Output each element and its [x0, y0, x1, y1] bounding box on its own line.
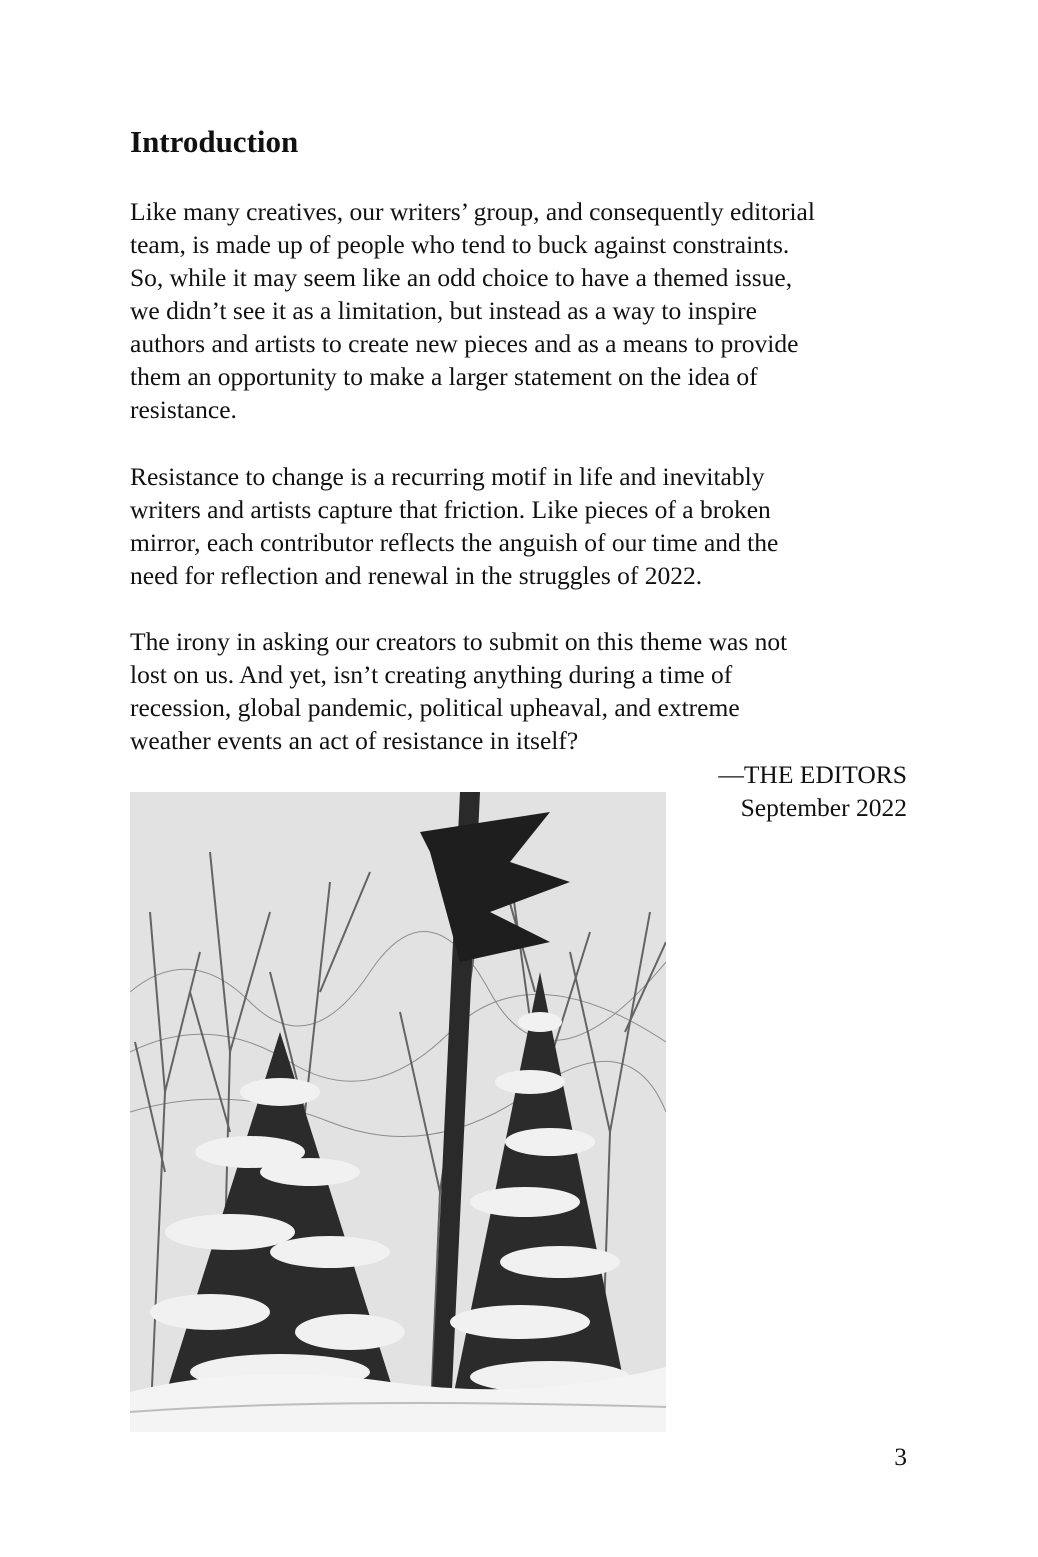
- paragraph-line: them an opportunity to make a larger statement on the idea of: [130, 362, 758, 391]
- paragraph-line: recession, global pandemic, political upheaval, and extreme: [130, 693, 740, 722]
- paragraph-line: weather events an act of resistance in itself?: [130, 726, 579, 755]
- paragraph-line: Resistance to change is a recurring motif in life and inevitably: [130, 462, 765, 491]
- paragraph-line: need for reflection and renewal in the struggles of 2022.: [130, 561, 703, 590]
- signature-author: —THE EDITORS: [718, 760, 907, 789]
- paragraph-line: authors and artists to create new pieces and as a means to provide: [130, 329, 799, 358]
- paragraph-line: we didn’t see it as a limitation, but instead as a way to inspire: [130, 296, 757, 325]
- snowy-trees-photo: [130, 792, 666, 1432]
- paragraph-2: [130, 460, 930, 592]
- signature-block: [718, 758, 907, 824]
- paragraph-3: [130, 625, 930, 757]
- paragraph-line: mirror, each contributor reflects the anguish of our time and the: [130, 528, 779, 557]
- page-number: 3: [894, 1442, 907, 1471]
- page-title: Introduction: [130, 124, 299, 159]
- paragraph-1: [130, 195, 930, 426]
- paragraph-line: resistance.: [130, 395, 237, 424]
- paragraph-line: writers and artists capture that friction. Like pieces of a broken: [130, 495, 771, 524]
- paragraph-line: The irony in asking our creators to submit on this theme was not: [130, 627, 788, 656]
- paragraph-line: lost on us. And yet, isn’t creating anything during a time of: [130, 660, 733, 689]
- paragraph-line: Like many creatives, our writers’ group, and consequently editorial: [130, 197, 815, 226]
- paragraph-line: team, is made up of people who tend to buck against constraints.: [130, 230, 790, 259]
- photo-illustration: [130, 792, 666, 1432]
- signature-date: September 2022: [740, 793, 907, 822]
- paragraph-line: So, while it may seem like an odd choice to have a themed issue,: [130, 263, 793, 292]
